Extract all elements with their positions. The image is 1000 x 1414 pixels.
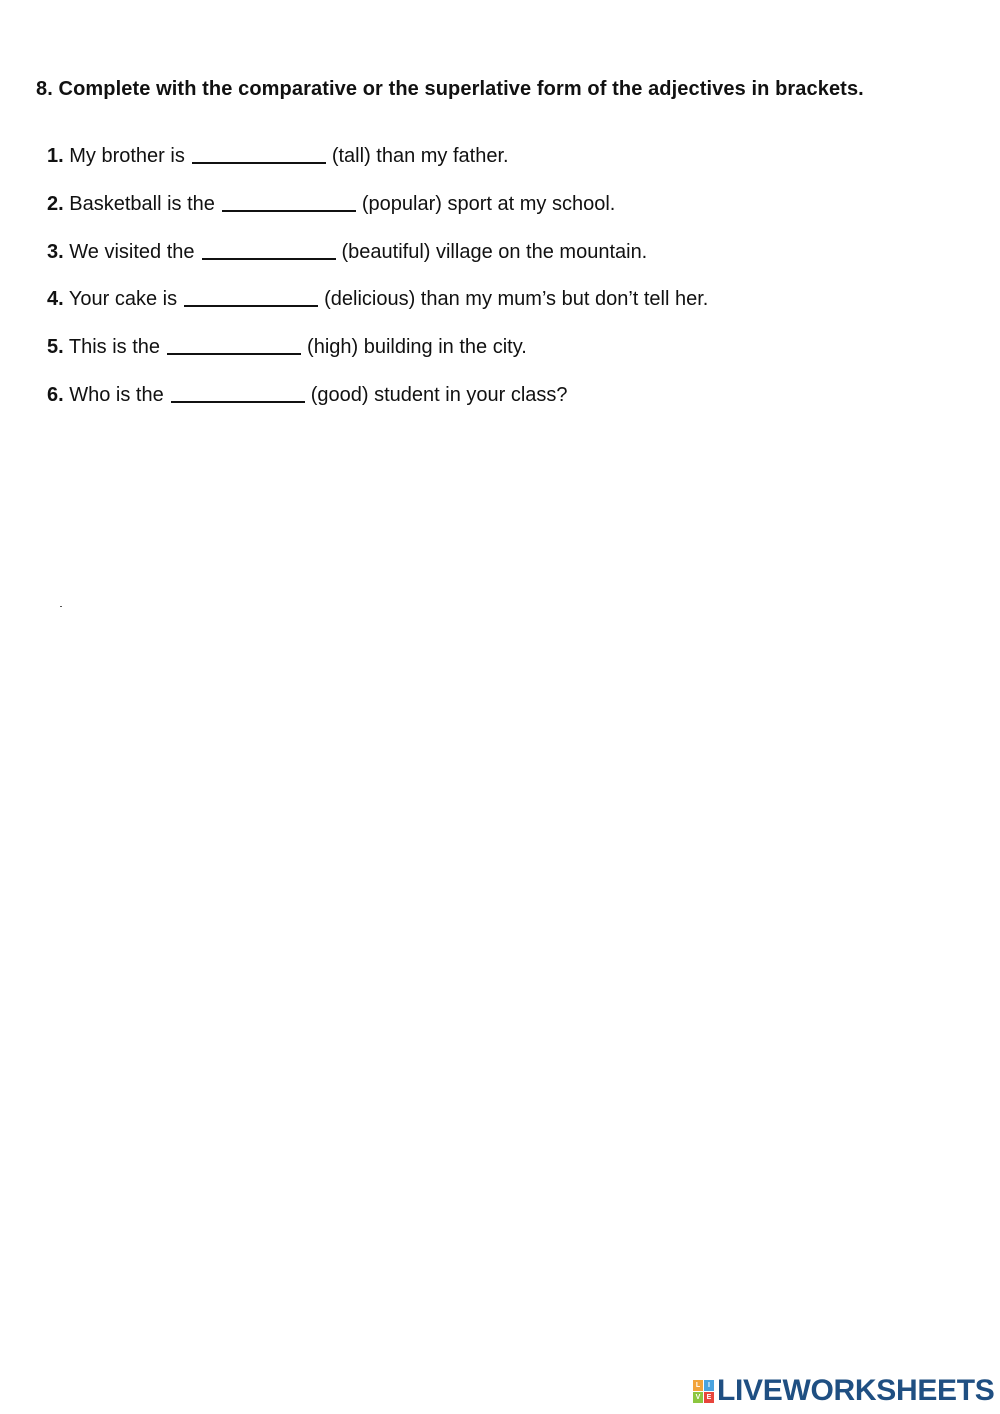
question-text-before: This is the <box>68 336 161 358</box>
answer-blank[interactable] <box>192 162 326 164</box>
exercise-instruction: 8. Complete with the comparative or the superlative form of the adjectives in brackets. <box>36 78 864 100</box>
answer-blank[interactable] <box>202 258 336 260</box>
stray-mark <box>60 606 62 607</box>
logo-icon-tile: I <box>704 1380 714 1391</box>
question-text-after: (popular) sport at my school. <box>361 193 616 215</box>
answer-blank[interactable] <box>171 401 305 403</box>
question-text-before: We visited the <box>69 241 195 263</box>
question-text-after: (tall) than my father. <box>331 145 509 167</box>
question-text-after: (good) student in your class? <box>310 384 568 406</box>
question-text-before: My brother is <box>69 145 185 167</box>
question-4 <box>47 287 708 311</box>
question-number: 4. <box>47 288 64 310</box>
question-number: 5. <box>47 336 64 358</box>
answer-blank[interactable] <box>222 210 356 212</box>
question-text-after: (delicious) than my mum’s but don’t tell her. <box>324 288 709 310</box>
answer-blank[interactable] <box>167 353 301 355</box>
question-text-before: Who is the <box>69 384 164 406</box>
question-text-before: Basketball is the <box>69 193 215 215</box>
logo-icon-tile: E <box>704 1392 714 1403</box>
question-number: 3. <box>47 241 64 263</box>
logo-icon-tile: V <box>693 1392 703 1403</box>
logo-icon-tile: L <box>693 1380 703 1391</box>
liveworksheets-logo <box>693 1374 995 1408</box>
question-text-after: (beautiful) village on the mountain. <box>341 241 648 263</box>
question-5 <box>47 335 527 359</box>
question-number: 1. <box>47 145 64 167</box>
question-6 <box>47 383 568 407</box>
question-text-after: (high) building in the city. <box>307 336 527 358</box>
question-number: 6. <box>47 384 64 406</box>
question-number: 2. <box>47 193 64 215</box>
logo-text: LIVEWORKSHEETS <box>717 1374 995 1407</box>
answer-blank[interactable] <box>184 305 318 307</box>
liveworksheets-logo-icon <box>693 1380 714 1403</box>
question-text-before: Your cake is <box>68 288 178 310</box>
question-1 <box>47 144 509 168</box>
question-2 <box>47 192 615 216</box>
question-3 <box>47 240 647 264</box>
